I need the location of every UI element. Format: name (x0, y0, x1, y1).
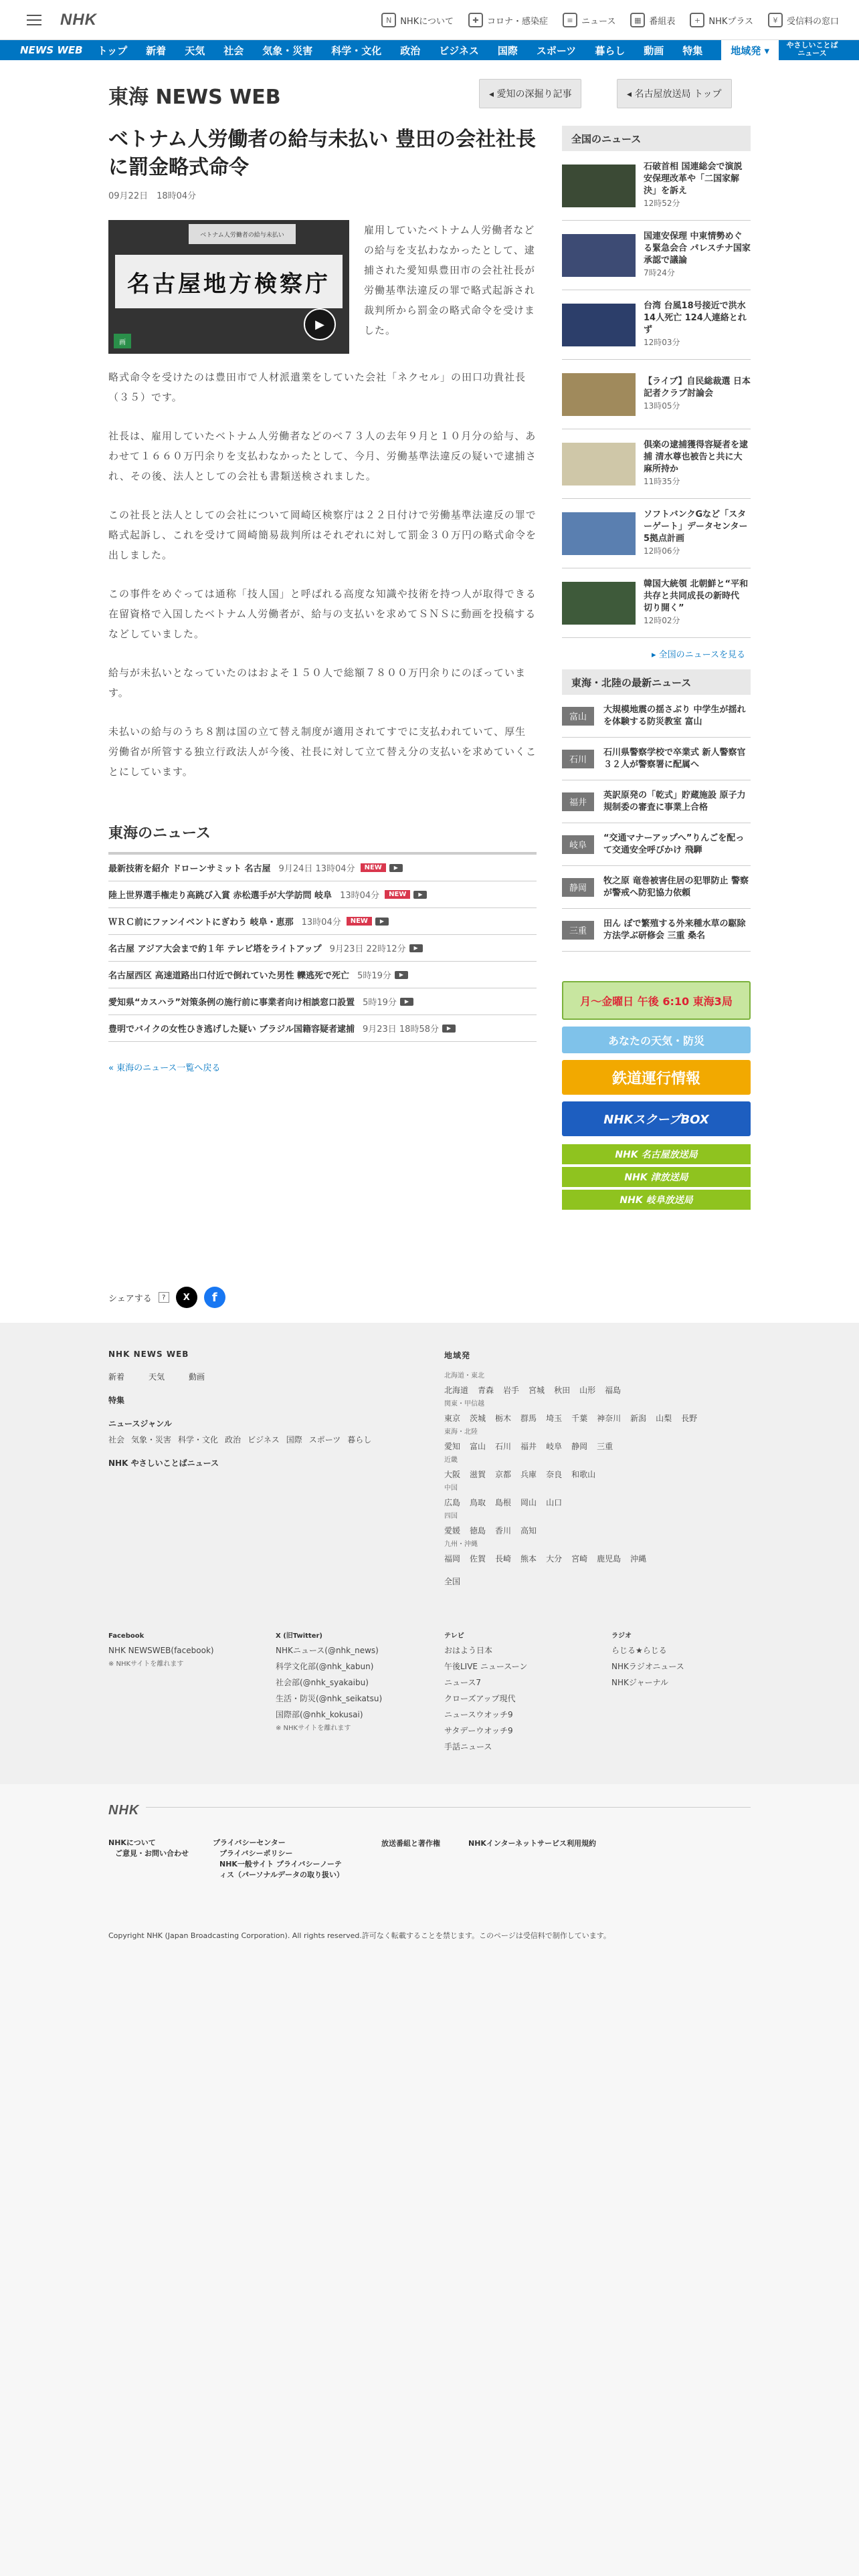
sidebar (562, 126, 751, 1210)
paragraph: この社長と法人としての会社について岡崎区検察庁は２２日付けで労働基準法違反の罪で略式起訴し、これを受けて岡崎簡易裁判所はそれぞれに対して罰金３０万円の略式命令を出しました。 (108, 509, 537, 561)
top-bar (0, 0, 859, 40)
scoop-box-banner[interactable]: NHKスクープBOX (562, 1101, 751, 1136)
local-news-title: 東海・北陸の最新ニュース (562, 669, 751, 695)
article-title: ベトナム人労働者の給与未払い 豊田の会社社長に罰金略式命令 (108, 128, 536, 179)
news-thumbnail (562, 373, 636, 416)
nav-life[interactable]: 暮らし (595, 44, 626, 57)
tokai-news-list (108, 855, 537, 1042)
local-news-item[interactable]: 石川 石川県警察学校で卒業式 新人警察官３２人が警察署に配属へ (562, 738, 751, 780)
play-icon[interactable]: ▶ (304, 308, 336, 340)
footer-x: X (旧Twitter) NHKニュース(@nhk_news) 科学文化部(@nhk_kabun) 社会部(@nhk_syakaibu) 生活・防災(@nhk_seikatsu) 国際部(@nhk_kokusai) ※ NHKサイトを離れます (276, 1632, 383, 1732)
plus-icon: + (690, 13, 704, 27)
link-corona[interactable]: ✚ コロナ・感染症 (468, 13, 548, 27)
footer-link-terms[interactable]: NHKインターネットサービス利用規約 (468, 1839, 596, 1848)
paragraph: 雇用していたベトナム人労働者などの給与を支払わなかったとして、逮捕された愛知県豊田市の会社社長が労働基準法違反の罪で略式起訴され裁判所から罰金の略式命令を受けました。 (364, 224, 536, 336)
pref-badge: 富山 (562, 707, 594, 726)
nav-science[interactable]: 科学・文化 (331, 44, 382, 57)
news-item[interactable]: 名古屋西区 高速道路出口付近で倒れていた男性 轢逃死で死亡 5時19分 ▶ (108, 962, 537, 988)
nav-area-dropdown[interactable]: 地域発 ▾ (721, 40, 779, 60)
nav-top[interactable]: トップ (97, 44, 128, 57)
aichi-deep-button[interactable]: ◂ 愛知の深掘り記事 (479, 79, 581, 108)
train-info-banner[interactable]: 鉄道運行情報 (562, 1060, 751, 1095)
article-date: 09月22日 18時04分 (108, 191, 197, 201)
tokai-news-title: 東海のニュース (108, 822, 537, 855)
nav-society[interactable]: 社会 (223, 44, 244, 57)
weather-banner[interactable]: あなたの天気・防災 (562, 1027, 751, 1053)
video-icon: ▶ (409, 944, 423, 952)
nagoya-station-button[interactable]: NHK 名古屋放送局 (562, 1144, 751, 1164)
news-thumbnail (562, 582, 636, 625)
link-about[interactable]: N NHKについて (381, 13, 454, 27)
national-news-item[interactable]: 韓国大統領 北朝鮮と“平和共存と共同成長の新時代 切り開く” 12時02分 (562, 568, 751, 638)
prosecutor-office-sign: 名古屋地方検察庁 (115, 255, 343, 308)
divider (108, 1807, 751, 1808)
national-news-item[interactable]: 石破首相 国連総会で演説 安保理改革や「二国家解決」を訴え 12時52分 (562, 151, 751, 221)
footer-genre-title: ニュースジャンル (108, 1419, 172, 1428)
pref-badge: 静岡 (562, 878, 594, 897)
nav-disaster[interactable]: 気象・災害 (262, 44, 313, 57)
facebook-share-icon[interactable]: f (204, 1287, 225, 1308)
nav-video[interactable]: 動画 (644, 44, 664, 57)
news-item[interactable]: ＷＲＣ前にファンイベントにぎわう 岐阜・恵那 13時04分 NEW ▶ (108, 908, 537, 935)
new-badge: NEW (361, 863, 386, 872)
footer-video-link[interactable]: 動画 (189, 1372, 205, 1382)
video-icon: ▶ (442, 1025, 456, 1033)
footer-new-link[interactable]: 新着 (108, 1372, 125, 1382)
footer-region-list: 地域発 北海道・東北 北海道 青森 岩手 宮城 秋田 山形 福島 関東・甲信越 東京 茨城 栃木 群馬 埼玉 千葉 神奈川 新潟 山梨 長野 東海・北陸 愛知 富山 石川 福井 岐阜 静岡 三重 近畿 大阪 滋賀 京都 兵庫 奈良 和歌山 中国 広島 鳥取 島根 岡山 山口 四国 愛媛 徳島 香川 高知 九州・沖縄 福岡 佐賀 長崎 熊本 大分 宮崎 鹿児島 沖縄 全国 (444, 1350, 752, 1590)
new-badge: NEW (347, 917, 372, 926)
image-tag: 画 (114, 334, 131, 348)
news-item[interactable]: 陸上世界選手権走り高跳び入賞 赤松選手が大学訪問 岐阜 13時04分 NEW ▶ (108, 881, 537, 908)
pref-badge: 三重 (562, 921, 594, 940)
news-icon: ≡ (563, 13, 577, 27)
local-news-item[interactable]: 富山 大規模地震の揺さぶり 中学生が揺れを体験する防災教室 富山 (562, 695, 751, 738)
nav-weather[interactable]: 天気 (185, 44, 205, 57)
video-icon: ▶ (375, 918, 389, 926)
paragraph: 略式命令を受けたのは豊田市で人材派遣業をしていた会社「ネクセル」の田口功貴社長（３５）です。 (108, 371, 527, 403)
national-news-item[interactable]: 台湾 台風18号接近で洪水 14人死亡 124人連絡とれず 12時03分 (562, 290, 751, 360)
section-header (108, 60, 751, 112)
national-more-link[interactable]: ▸ 全国のニュースを見る (651, 650, 745, 660)
video-icon: ▶ (413, 891, 427, 899)
national-news-item[interactable]: 国連安保理 中東情勢めぐる緊急会合 パレスチナ国家承認で議論 7時24分 (562, 221, 751, 290)
national-news-title: 全国のニュース (562, 126, 751, 151)
footer-facebook: Facebook NHK NEWSWEB(facebook) ※ NHKサイトを離れます (108, 1632, 214, 1668)
section-title[interactable]: 東海 NEWS WEB (108, 86, 281, 109)
pref-badge: 福井 (562, 792, 594, 811)
footer-feature-link[interactable]: 特集 (108, 1396, 125, 1405)
link-news[interactable]: ≡ ニュース (563, 13, 615, 27)
nav-business[interactable]: ビジネス (439, 44, 479, 57)
footer-all-japan-link[interactable]: 全国 (444, 1577, 461, 1586)
local-news-item[interactable]: 福井 英訳原発の「乾式」貯蔵施設 原子力規制委の審査に事業上合格 (562, 780, 751, 823)
category-nav (0, 40, 859, 60)
tsu-station-button[interactable]: NHK 津放送局 (562, 1167, 751, 1187)
footer-genre-list: 社会 気象・災害 科学・文化 政治 ビジネス 国際 スポーツ 暮らし (108, 1435, 372, 1444)
article (108, 126, 537, 1073)
national-news-item[interactable]: 【ライブ】自民総裁選 日本記者クラブ討論会 13時05分 (562, 360, 751, 429)
footer-tv: テレビ おはよう日本 午後LIVE ニュースーン ニュース7 クローズアップ現代 ニュースウオッチ9 サタデーウオッチ9 手話ニュース (444, 1632, 528, 1751)
news-item[interactable]: 最新技術を紹介 ドローンサミット 名古屋 9月24日 13時04分 NEW ▶ (108, 855, 537, 881)
paragraph: 給与が未払いとなっていたのはおよそ１５０人で総額７８００万円余りにのぼっています。 (108, 667, 527, 699)
footer-link-about[interactable]: NHKについて ご意見・お問い合わせ (108, 1838, 189, 1858)
video-icon: ▶ (389, 864, 403, 872)
news-item[interactable]: 豊明でバイクの女性ひき逃げした疑い ブラジル国籍容疑者逮捕 9月23日 18時58分 ▶ (108, 1015, 537, 1042)
link-program[interactable]: ▦ 番組表 (630, 13, 675, 27)
nav-easy-news[interactable]: やさしいことば ニュース (786, 41, 838, 58)
video-icon: ▶ (395, 971, 408, 979)
share-label: シェアする (108, 1293, 152, 1304)
x-share-icon[interactable]: X (176, 1287, 197, 1308)
news-thumbnail (562, 304, 636, 346)
news-thumbnail (562, 443, 636, 486)
footer-radio: ラジオ らじる★らじる NHKラジオニュース NHKジャーナル (611, 1632, 684, 1687)
paragraph: 社長は、雇用していたベトナム人労働者などのべ７３人の去年９月と１０月分の給与、あわせて１６６０万円余りを支払わなかったとして、今月、労働基準法違反の疑いで逮捕され、その後、法人としての会社も書類送検されました。 (108, 430, 537, 482)
nhk-logo[interactable]: NHK (60, 10, 97, 29)
news-thumbnail (562, 234, 636, 277)
article-video-thumbnail[interactable] (108, 220, 349, 354)
footer-weather-link[interactable]: 天気 (149, 1372, 165, 1382)
local-news-item[interactable]: 三重 田ん ぼで繁殖する外来種水草の駆除方法学ぶ研修会 三重 桑名 (562, 909, 751, 952)
gifu-station-button[interactable]: NHK 岐阜放送局 (562, 1190, 751, 1210)
top-links (381, 0, 839, 40)
share-bar (108, 1287, 225, 1308)
nav-politics[interactable]: 政治 (400, 44, 421, 57)
nhk-icon: N (381, 13, 396, 27)
footer-site-name[interactable]: NHK NEWS WEB (108, 1350, 189, 1359)
evening-program-banner[interactable]: 月～金曜日 午後 6:10 東海3局 (562, 981, 751, 1020)
new-badge: NEW (385, 890, 410, 899)
local-news-item[interactable]: 静岡 牧之原 竜巻被害住居の犯罪防止 警察が警戒へ防犯協力依頼 (562, 866, 751, 909)
help-icon[interactable]: ? (159, 1292, 169, 1303)
paragraph: 未払いの給与のうち８割は国の立て替え制度が適用されてすでに支払われていて、厚生労働省が所管する独立行政法人が今後、社長に対して立て替え分の支払いを求めていくことにしています。 (108, 726, 537, 778)
caption-sign: ベトナム人労働者の給与未払い (189, 224, 296, 244)
pref-badge: 岐阜 (562, 835, 594, 854)
copyright: Copyright NHK (Japan Broadcasting Corporation). All rights reserved.許可なく転載することを禁じます。このページは受信料で制作しています。 (108, 1931, 611, 1940)
footer-easy-news-link[interactable]: NHK やさしいことばニュース (108, 1459, 219, 1468)
news-item[interactable]: 名古屋 アジア大会まで約１年 テレビ塔をライトアップ 9月23日 22時12分 ▶ (108, 935, 537, 962)
news-item[interactable]: 愛知県“カスハラ”対策条例の施行前に事業者向け相談窓口設置 5時19分 ▶ (108, 988, 537, 1015)
paragraph: この事件をめぐっては通称「技人国」と呼ばれる高度な知識や技術を持つ人が取得できる在留資格で入国したベトナム人労働者が、給与の支払いを求めてＳＮＳに動画を投稿するなどしていました。 (108, 588, 537, 640)
nav-feature[interactable]: 特集 (682, 44, 703, 57)
nagoya-top-button[interactable]: ◂ 名古屋放送局 トップ (617, 79, 732, 108)
footer-bottom (0, 1784, 859, 2576)
national-news-item[interactable]: 倶楽の逮捕獲得容疑者を逮捕 清水尊也被告と共に大麻所持か 11時35分 (562, 429, 751, 499)
local-news-item[interactable]: 岐阜 “交通マナーアップへ”りんごを配って交通安全呼びかけ 飛騨 (562, 823, 751, 866)
calendar-icon: ▦ (630, 13, 645, 27)
link-plus[interactable]: + NHKプラス (690, 13, 753, 27)
menu-icon[interactable] (27, 15, 41, 25)
national-news-item[interactable]: ソフトバンクGなど「スターゲート」データセンター5拠点計画 12時06分 (562, 499, 751, 568)
nav-international[interactable]: 国際 (497, 44, 518, 57)
footer-link-copyright[interactable]: 放送番組と著作権 (381, 1839, 440, 1848)
back-to-tokai-list-link[interactable]: « 東海のニュース一覧へ戻る (108, 1063, 221, 1073)
footer-nhk-logo[interactable]: NHK (108, 1803, 146, 1818)
receipt-icon: ¥ (768, 13, 783, 27)
news-thumbnail (562, 165, 636, 207)
footer-link-privacy[interactable]: プライバシーセンター プライバシーポリシー NHK一般サイト プライバシーノーティス（パーソナルデータの取り扱い） (213, 1838, 345, 1879)
news-web-brand[interactable]: NEWS WEB (20, 44, 83, 56)
link-receiving[interactable]: ¥ 受信料の窓口 (768, 13, 839, 27)
news-thumbnail (562, 512, 636, 555)
video-icon: ▶ (400, 998, 413, 1006)
nav-new[interactable]: 新着 (146, 44, 167, 57)
virus-icon: ✚ (468, 13, 483, 27)
nav-sports[interactable]: スポーツ (536, 44, 577, 57)
pref-badge: 石川 (562, 750, 594, 768)
